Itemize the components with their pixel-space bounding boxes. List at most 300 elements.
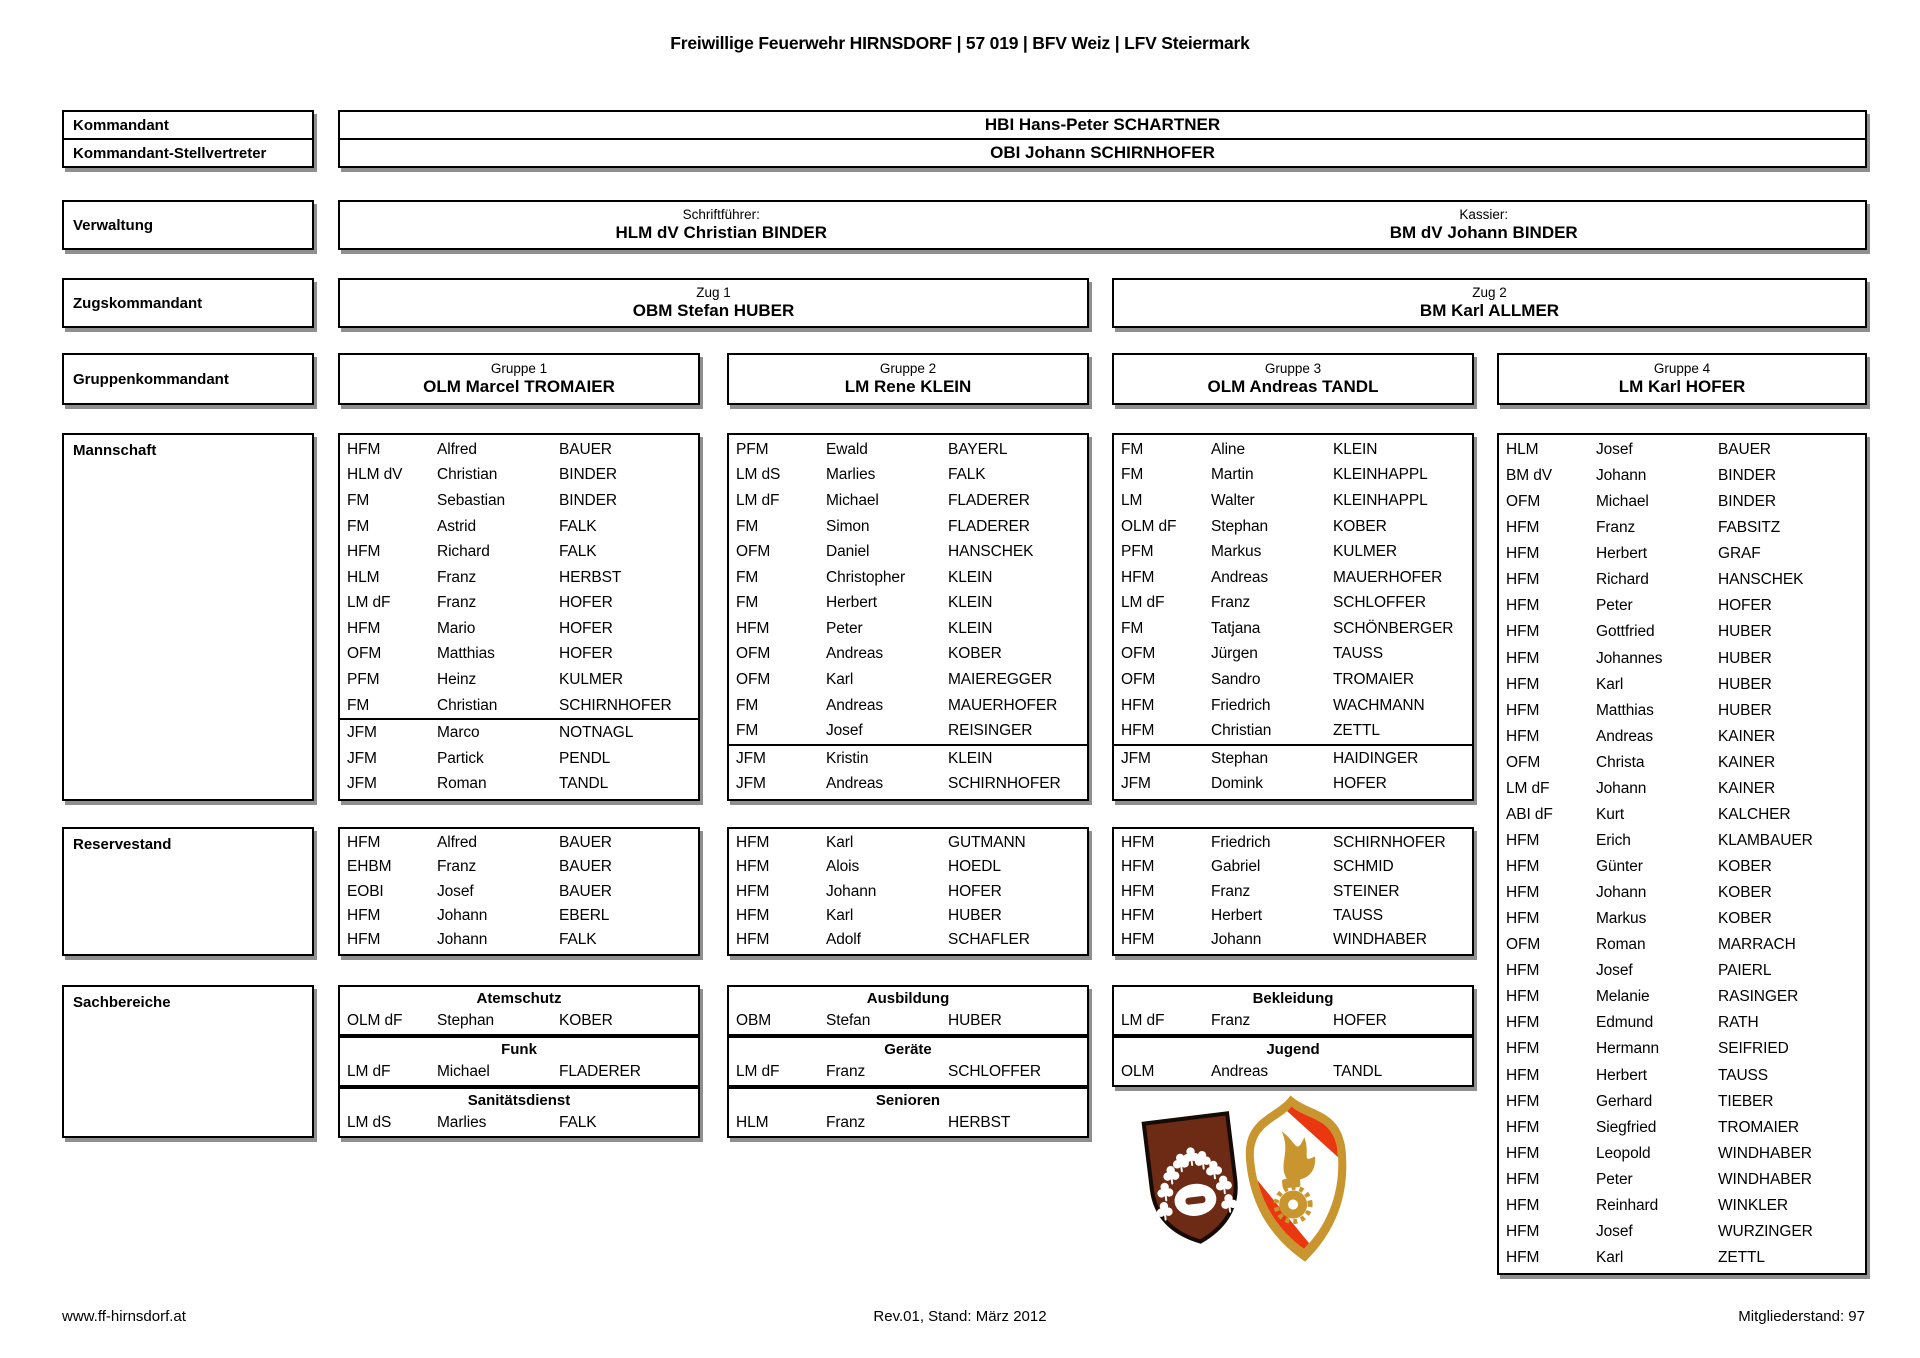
member-lastname: MAUERHOFER [1333, 568, 1443, 586]
member-firstname: Friedrich [1211, 696, 1271, 714]
member-firstname: Franz [1211, 1012, 1251, 1029]
member-row [1114, 879, 1472, 903]
member-row [1114, 616, 1472, 642]
member-rank: PFM [1121, 543, 1154, 561]
member-firstname: Walter [1211, 491, 1255, 509]
member-row [1114, 463, 1472, 489]
gruppe1-mannschaft-list [340, 437, 698, 718]
member-lastname: HUBER [1718, 701, 1772, 719]
member-row [1114, 642, 1472, 668]
member-row [1499, 1141, 1865, 1167]
member-lastname: HUBER [948, 1012, 1002, 1029]
member-row [1114, 590, 1472, 616]
member-firstname: Franz [1596, 519, 1636, 537]
member-rank: FM [347, 491, 370, 509]
member-lastname: HOFER [559, 619, 613, 637]
schriftfuehrer-cell [340, 202, 1103, 248]
member-firstname: Franz [437, 568, 477, 586]
member-firstname: Günter [1596, 858, 1643, 876]
member-lastname: BAYERL [948, 440, 1008, 458]
label-kommandant-stellvertreter: Kommandant-Stellvertreter [64, 138, 312, 166]
member-rank: EHBM [347, 858, 392, 876]
zug2-box [1112, 278, 1867, 328]
member-rank: FM [1121, 619, 1144, 637]
sachbereich-atemschutz-title: Atemschutz [476, 990, 562, 1007]
member-firstname: Johannes [1596, 649, 1663, 667]
member-lastname: KAINER [1718, 753, 1776, 771]
member-lastname: PAIERL [1718, 962, 1772, 980]
member-row [729, 642, 1087, 668]
member-firstname: Markus [1211, 543, 1262, 561]
member-lastname: KALCHER [1718, 805, 1791, 823]
member-rank: HFM [1506, 1196, 1540, 1214]
member-row [1499, 672, 1865, 698]
member-rank: LM dF [347, 1063, 391, 1080]
member-row [1114, 928, 1472, 952]
member-row [1114, 539, 1472, 565]
member-rank: HFM [1506, 1144, 1540, 1162]
member-rank: HFM [1506, 1170, 1540, 1188]
kassier-cell [1103, 202, 1866, 248]
gruppe3-kommandant: OLM Andreas TANDL [1207, 377, 1379, 396]
member-row [340, 488, 698, 514]
member-rank: FM [1121, 466, 1144, 484]
member-rank: HFM [1506, 988, 1540, 1006]
member-row [1114, 1009, 1472, 1033]
member-row [1114, 1060, 1472, 1084]
member-firstname: Aline [1211, 440, 1245, 458]
member-lastname: BINDER [559, 466, 617, 484]
member-firstname: Hermann [1596, 1040, 1660, 1058]
member-row [729, 616, 1087, 642]
member-lastname: BAUER [559, 858, 612, 876]
label-zugskommandant: Zugskommandant [62, 278, 314, 328]
member-lastname: FLADERER [948, 491, 1030, 509]
member-rank: ABI dF [1506, 805, 1553, 823]
member-rank: LM dF [347, 594, 391, 612]
member-lastname: BAUER [559, 834, 612, 852]
member-lastname: FALK [559, 517, 597, 535]
member-row [340, 1009, 698, 1033]
member-firstname: Stephan [437, 1012, 495, 1029]
member-rank: LM dS [347, 1114, 392, 1131]
member-firstname: Christopher [826, 568, 906, 586]
sachbereich-geraete [727, 1036, 1089, 1087]
member-lastname: TROMAIER [1718, 1118, 1800, 1136]
member-firstname: Josef [826, 722, 863, 740]
member-lastname: KOBER [559, 1012, 613, 1029]
member-row [1499, 932, 1865, 958]
member-lastname: KULMER [559, 670, 623, 688]
member-lastname: STEINER [1333, 882, 1400, 900]
sachbereich-bekleidung [1112, 985, 1474, 1036]
member-lastname: FLADERER [559, 1063, 641, 1080]
member-row [1499, 906, 1865, 932]
member-firstname: Karl [826, 670, 854, 688]
member-lastname: SCHIRNHOFER [559, 696, 672, 714]
kassier-label: Kassier: [1459, 207, 1509, 222]
member-firstname: Erich [1596, 831, 1631, 849]
member-rank: JFM [347, 749, 377, 767]
member-lastname: FALK [559, 543, 597, 561]
member-lastname: HOFER [559, 594, 613, 612]
member-rank: JFM [347, 724, 377, 742]
member-lastname: GUTMANN [948, 834, 1026, 852]
member-rank: HFM [736, 930, 770, 948]
member-row [340, 590, 698, 616]
member-firstname: Johann [1596, 467, 1647, 485]
member-lastname: FLADERER [948, 517, 1030, 535]
member-rank: HFM [1506, 545, 1540, 563]
sachbereich-jugend-title: Jugend [1266, 1041, 1320, 1058]
member-lastname: MARRACH [1718, 936, 1796, 954]
member-rank: HFM [1506, 1248, 1540, 1266]
member-row [729, 1009, 1087, 1033]
sachbereich-bekleidung-title: Bekleidung [1252, 990, 1334, 1007]
member-rank: HFM [736, 619, 770, 637]
member-rank: HFM [347, 930, 381, 948]
member-rank: FM [347, 696, 370, 714]
member-lastname: HERBST [559, 568, 622, 586]
member-rank: LM dF [736, 1063, 780, 1080]
member-rank: HFM [1506, 1118, 1540, 1136]
member-rank: HFM [736, 858, 770, 876]
member-firstname: Johann [437, 906, 488, 924]
member-row [729, 514, 1087, 540]
gruppe2-mannschaft-box [727, 433, 1089, 801]
member-row [1499, 489, 1865, 515]
sachbereich-senioren-title: Senioren [875, 1092, 941, 1109]
member-rank: HFM [1506, 1092, 1540, 1110]
member-firstname: Martin [1211, 466, 1254, 484]
member-rank: HFM [1506, 1040, 1540, 1058]
member-rank: PFM [736, 440, 769, 458]
member-rank: HFM [1506, 597, 1540, 615]
member-firstname: Andreas [1211, 1063, 1269, 1080]
member-lastname: NOTNAGL [559, 724, 634, 742]
member-rank: JFM [736, 775, 766, 793]
member-firstname: Christian [437, 466, 498, 484]
member-rank: OFM [1506, 753, 1541, 771]
member-rank: HFM [1506, 910, 1540, 928]
member-firstname: Kristin [826, 749, 869, 767]
member-rank: HFM [347, 619, 381, 637]
member-row [340, 616, 698, 642]
member-rank: HFM [1506, 571, 1540, 589]
member-row [729, 718, 1087, 744]
member-lastname: SCHAFLER [948, 930, 1030, 948]
member-lastname: SCHIRNHOFER [1333, 834, 1446, 852]
member-firstname: Gottfried [1596, 623, 1655, 641]
gruppe1-jugend-list [340, 718, 698, 797]
member-rank: BM dV [1506, 467, 1553, 485]
member-rank: OBM [736, 1012, 772, 1029]
member-lastname: RASINGER [1718, 988, 1799, 1006]
member-firstname: Herbert [1596, 545, 1647, 563]
member-lastname: KLEIN [948, 568, 993, 586]
member-row [1114, 746, 1472, 772]
member-firstname: Christa [1596, 753, 1645, 771]
feuerwehr-korpsabzeichen-icon [1235, 1087, 1362, 1272]
member-rank: LM dF [1121, 594, 1165, 612]
member-lastname: SEIFRIED [1718, 1040, 1789, 1058]
member-row [340, 565, 698, 591]
member-lastname: WINKLER [1718, 1196, 1788, 1214]
sachbereich-sanitaetsdienst [338, 1087, 700, 1138]
kassier-name: BM dV Johann BINDER [1389, 223, 1578, 242]
sachbereich-funk-list [340, 1060, 698, 1084]
label-sachbereiche: Sachbereiche [62, 985, 314, 1138]
member-row [1499, 698, 1865, 724]
member-firstname: Richard [1596, 571, 1649, 589]
member-row [729, 746, 1087, 772]
member-firstname: Markus [1596, 910, 1647, 928]
member-firstname: Michael [437, 1063, 490, 1080]
member-rank: HFM [1506, 858, 1540, 876]
gruppe3-kommandant-box [1112, 353, 1474, 405]
member-lastname: KLEINHAPPL [1333, 466, 1428, 484]
member-row [340, 642, 698, 668]
member-lastname: KLAMBAUER [1718, 831, 1813, 849]
member-firstname: Johann [1596, 779, 1647, 797]
member-rank: HFM [1121, 722, 1155, 740]
gruppe1-kommandant-box [338, 353, 700, 405]
member-firstname: Andreas [826, 696, 884, 714]
member-lastname: HANSCHEK [1718, 571, 1804, 589]
member-rank: OLM dF [1121, 517, 1177, 535]
sachbereich-bekleidung-list [1114, 1009, 1472, 1033]
member-lastname: KLEIN [1333, 440, 1378, 458]
gruppe2-mannschaft-list [729, 437, 1087, 744]
member-firstname: Franz [826, 1114, 866, 1131]
member-rank: HLM dV [347, 466, 403, 484]
member-rank: HFM [1506, 1014, 1540, 1032]
member-firstname: Peter [1596, 597, 1633, 615]
member-lastname: SCHIRNHOFER [948, 775, 1061, 793]
gruppe4-kommandant-box [1497, 353, 1867, 405]
member-row [729, 1111, 1087, 1135]
member-rank: OFM [736, 670, 771, 688]
gruppe3-mannschaft-list [1114, 437, 1472, 744]
member-lastname: BINDER [1718, 467, 1776, 485]
member-lastname: HOFER [1333, 775, 1387, 793]
member-row [340, 1060, 698, 1084]
label-reservestand: Reservestand [62, 827, 314, 956]
member-rank: HFM [1506, 831, 1540, 849]
member-rank: HFM [1506, 519, 1540, 537]
member-rank: HFM [1121, 882, 1155, 900]
member-row [729, 904, 1087, 928]
member-firstname: Roman [1596, 936, 1646, 954]
member-lastname: KULMER [1333, 543, 1397, 561]
member-lastname: WINDHABER [1333, 930, 1427, 948]
member-firstname: Josef [1596, 441, 1633, 459]
member-lastname: HAIDINGER [1333, 749, 1419, 767]
member-lastname: KAINER [1718, 727, 1776, 745]
member-lastname: HOFER [559, 645, 613, 663]
member-row [340, 667, 698, 693]
kommandant-name: HBI Hans-Peter SCHARTNER [984, 115, 1221, 134]
zug1-label: Zug 1 [696, 285, 731, 300]
gruppe1-mannschaft-box [338, 433, 700, 801]
member-firstname: Peter [1596, 1170, 1633, 1188]
sachbereich-jugend-list [1114, 1060, 1472, 1084]
member-rank: JFM [347, 775, 377, 793]
member-rank: HFM [1506, 1222, 1540, 1240]
gruppe3-label: Gruppe 3 [1264, 361, 1322, 376]
member-firstname: Sebastian [437, 491, 506, 509]
member-firstname: Alfred [437, 440, 477, 458]
member-lastname: HANSCHEK [948, 543, 1034, 561]
member-rank: OFM [1121, 645, 1156, 663]
member-firstname: Tatjana [1211, 619, 1261, 637]
member-lastname: EBERL [559, 906, 610, 924]
member-row [729, 928, 1087, 952]
member-row [340, 771, 698, 797]
member-row [1499, 802, 1865, 828]
member-rank: HFM [736, 882, 770, 900]
gruppe4-mannschaft-box [1497, 433, 1867, 1275]
sachbereich-ausbildung-list [729, 1009, 1087, 1033]
member-rank: HFM [347, 906, 381, 924]
member-row [340, 463, 698, 489]
member-firstname: Josef [437, 882, 474, 900]
gruppe4-mannschaft-list [1499, 437, 1865, 1271]
member-row [1499, 1089, 1865, 1115]
member-rank: FM [736, 517, 759, 535]
member-lastname: MAIEREGGER [948, 670, 1053, 688]
member-row [1114, 488, 1472, 514]
member-firstname: Karl [826, 906, 854, 924]
member-rank: JFM [1121, 775, 1151, 793]
member-rank: HFM [1506, 1066, 1540, 1084]
page-title: Freiwillige Feuerwehr HIRNSDORF | 57 019 | BFV Weiz | LFV Steiermark [670, 33, 1250, 53]
member-row [1499, 776, 1865, 802]
member-firstname: Michael [826, 491, 879, 509]
member-firstname: Matthias [1596, 701, 1654, 719]
member-lastname: HOFER [948, 882, 1002, 900]
member-lastname: HUBER [1718, 675, 1772, 693]
member-row [1114, 831, 1472, 855]
member-row [340, 720, 698, 746]
gruppe2-reservestand-box [727, 827, 1089, 956]
member-rank: HFM [1506, 727, 1540, 745]
member-firstname: Melanie [1596, 988, 1650, 1006]
member-firstname: Edmund [1596, 1014, 1654, 1032]
member-firstname: Johann [1211, 930, 1262, 948]
member-rank: FM [347, 517, 370, 535]
member-firstname: Richard [437, 543, 490, 561]
member-lastname: FALK [559, 1114, 597, 1131]
member-row [340, 746, 698, 772]
gruppe1-reservestand-box [338, 827, 700, 956]
verwaltung-box [338, 200, 1867, 250]
member-row [729, 831, 1087, 855]
member-lastname: TROMAIER [1333, 670, 1415, 688]
member-rank: HFM [347, 834, 381, 852]
member-lastname: TANDL [559, 775, 609, 793]
member-lastname: BINDER [1718, 493, 1776, 511]
member-row [1499, 541, 1865, 567]
member-firstname: Christian [437, 696, 498, 714]
member-firstname: Andreas [1596, 727, 1654, 745]
member-firstname: Christian [1211, 722, 1272, 740]
member-rank: HLM [736, 1114, 769, 1131]
member-lastname: TAUSS [1333, 645, 1384, 663]
sachbereich-ausbildung [727, 985, 1089, 1036]
member-firstname: Franz [826, 1063, 866, 1080]
member-lastname: KLEIN [948, 594, 993, 612]
member-lastname: HUBER [948, 906, 1002, 924]
member-lastname: KLEIN [948, 619, 993, 637]
member-lastname: HOFER [1333, 1012, 1387, 1029]
member-rank: HFM [1506, 701, 1540, 719]
member-lastname: HOEDL [948, 858, 1001, 876]
member-firstname: Karl [1596, 675, 1624, 693]
member-row [1499, 1036, 1865, 1062]
member-row [1499, 750, 1865, 776]
member-lastname: KOBER [1718, 884, 1772, 902]
member-row [729, 488, 1087, 514]
member-rank: FM [736, 568, 759, 586]
member-rank: HFM [736, 834, 770, 852]
member-lastname: SCHLOFFER [948, 1063, 1041, 1080]
member-row [729, 539, 1087, 565]
member-row [340, 879, 698, 903]
gruppe2-kommandant: LM Rene KLEIN [844, 377, 972, 396]
member-rank: PFM [347, 670, 380, 688]
footer-member-count: Mitgliederstand: 97 [1738, 1308, 1865, 1325]
member-firstname: Domink [1211, 775, 1263, 793]
member-row [1499, 619, 1865, 645]
member-row [340, 1111, 698, 1135]
member-lastname: FALK [948, 466, 986, 484]
sachbereich-funk-title: Funk [501, 1041, 537, 1058]
member-lastname: HUBER [1718, 649, 1772, 667]
member-firstname: Gabriel [1211, 858, 1261, 876]
zug1-kommandant: OBM Stefan HUBER [632, 301, 795, 320]
member-row [1499, 1063, 1865, 1089]
member-rank: HFM [1506, 649, 1540, 667]
member-rank: JFM [1121, 749, 1151, 767]
member-firstname: Andreas [1211, 568, 1269, 586]
member-firstname: Josef [1596, 1222, 1633, 1240]
member-lastname: BAUER [559, 882, 612, 900]
member-firstname: Karl [1596, 1248, 1624, 1266]
member-lastname: ZETTL [1718, 1248, 1765, 1266]
gruppe2-reservestand-list [729, 831, 1087, 952]
member-firstname: Franz [1211, 594, 1251, 612]
member-row [1499, 646, 1865, 672]
member-row [340, 539, 698, 565]
member-lastname: KOBER [1718, 910, 1772, 928]
member-firstname: Josef [1596, 962, 1633, 980]
member-row [340, 855, 698, 879]
member-firstname: Andreas [826, 645, 884, 663]
member-lastname: BINDER [559, 491, 617, 509]
member-row [1499, 1245, 1865, 1271]
sachbereich-jugend [1112, 1036, 1474, 1087]
label-verwaltung: Verwaltung [62, 200, 314, 250]
member-row [340, 928, 698, 952]
member-row [1499, 567, 1865, 593]
member-row [729, 879, 1087, 903]
member-firstname: Mario [437, 619, 476, 637]
member-firstname: Astrid [437, 517, 477, 535]
zug2-kommandant: BM Karl ALLMER [1419, 301, 1560, 320]
member-lastname: KOBER [948, 645, 1002, 663]
gruppe3-reservestand-list [1114, 831, 1472, 952]
